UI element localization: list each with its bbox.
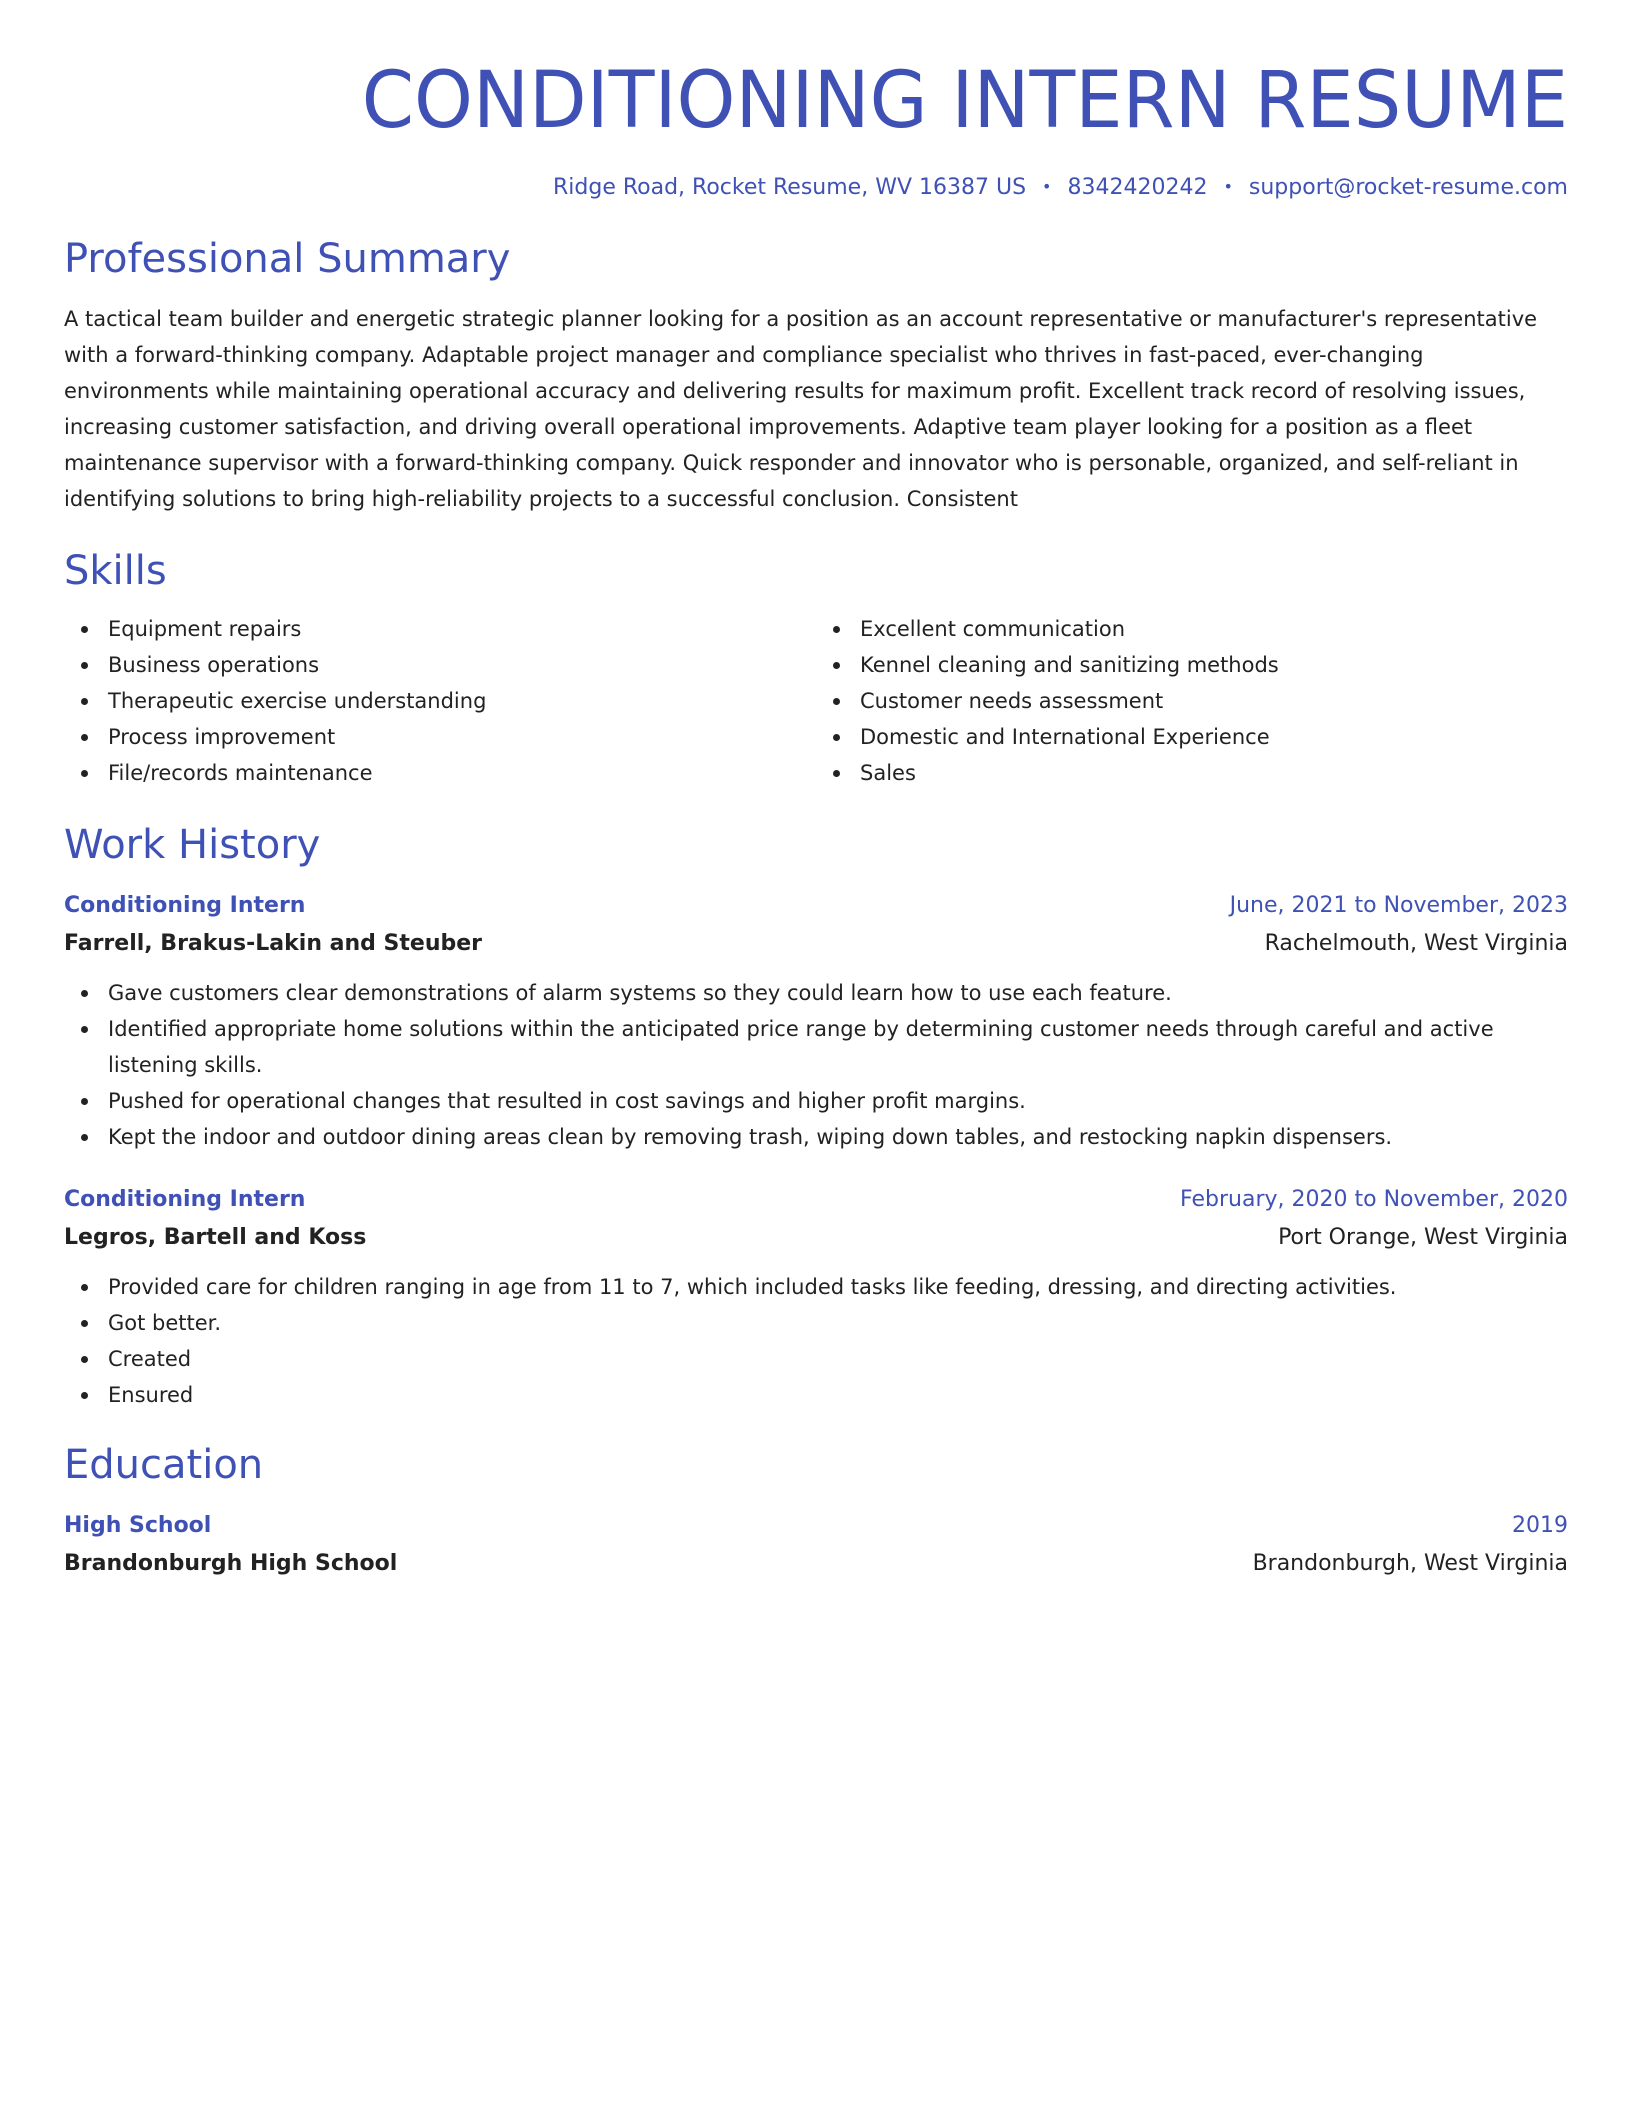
job-entry [64, 1181, 1568, 1413]
job-duty: Kept the indoor and outdoor dining areas clean by removing trash, wiping down tables, and restocking napkin dispensers. [108, 1119, 1568, 1155]
job-title: Conditioning Intern [64, 893, 306, 918]
education-school: Brandonburgh High School [64, 1551, 398, 1576]
skills-column-left [64, 611, 816, 791]
resume-title: CONDITIONING INTERN RESUME [361, 56, 1569, 146]
job-company-row [64, 925, 1568, 963]
contact-phone: 8342420242 [1067, 175, 1208, 200]
skill-item: Equipment repairs [108, 611, 816, 647]
contact-separator: • [1042, 177, 1052, 196]
contact-line [64, 170, 1568, 205]
job-duty: Created [108, 1341, 1568, 1377]
skill-item: Therapeutic exercise understanding [108, 683, 816, 719]
job-title-row [64, 887, 1568, 925]
job-company-row [64, 1219, 1568, 1257]
resume-header [64, 52, 1568, 205]
job-duty: Got better. [108, 1305, 1568, 1341]
skill-item: Excellent communication [860, 611, 1568, 647]
summary-text: A tactical team builder and energetic strategic planner looking for a position as an account representative or manufacturer's representative with a forward-thinking company. Adaptable project manager and compliance specialist who thrives in fast-paced, ever-changing environments while maintaining operational accuracy and delivering results for maximum profit. Excellent track record of resolving issues, increasing customer satisfaction, and driving overall operational improvements. Adaptive team player looking for a position as a fleet maintenance supervisor with a forward-thinking company. Quick responder and innovator who is personable, organized, and self-reliant in identifying solutions to bring high-reliability projects to a successful conclusion. Consistent [64, 307, 1538, 511]
contact-email: support@rocket-resume.com [1248, 175, 1568, 200]
section-heading-skills: Skills [64, 548, 167, 594]
section-heading-summary: Professional Summary [64, 236, 511, 282]
skill-item: File/records maintenance [108, 755, 816, 791]
job-location: Rachelmouth, West Virginia [1264, 931, 1568, 956]
work-history-section [64, 819, 1568, 1413]
skills-grid [64, 611, 1568, 791]
education-degree: High School [64, 1513, 212, 1538]
job-location: Port Orange, West Virginia [1278, 1225, 1568, 1250]
education-entry [64, 1507, 1568, 1583]
skill-item: Process improvement [108, 719, 816, 755]
job-duty: Pushed for operational changes that resulted in cost savings and higher profit margins. [108, 1083, 1568, 1119]
job-duty: Identified appropriate home solutions within the anticipated price range by determining customer needs through careful and active listening skills. [108, 1011, 1568, 1083]
job-duty: Gave customers clear demonstrations of alarm systems so they could learn how to use each feature. [108, 975, 1568, 1011]
job-dates: June, 2021 to November, 2023 [1229, 893, 1568, 918]
section-heading-education: Education [64, 1442, 264, 1488]
education-school-row [64, 1545, 1568, 1583]
job-company: Farrell, Brakus-Lakin and Steuber [64, 931, 483, 956]
job-dates: February, 2020 to November, 2020 [1180, 1187, 1568, 1212]
skill-item: Business operations [108, 647, 816, 683]
job-title: Conditioning Intern [64, 1187, 306, 1212]
job-entry [64, 887, 1568, 1155]
skill-item: Customer needs assessment [860, 683, 1568, 719]
contact-separator: • [1223, 177, 1233, 196]
skills-section [64, 545, 1568, 791]
job-company: Legros, Bartell and Koss [64, 1225, 367, 1250]
education-section [64, 1439, 1568, 1583]
education-degree-row [64, 1507, 1568, 1545]
contact-address: Ridge Road, Rocket Resume, WV 16387 US [553, 175, 1027, 200]
job-duty: Provided care for children ranging in age from 11 to 7, which included tasks like feeding, dressing, and directing activities. [108, 1269, 1568, 1305]
job-duties-list [64, 1269, 1568, 1413]
education-location: Brandonburgh, West Virginia [1252, 1551, 1568, 1576]
job-duty: Ensured [108, 1377, 1568, 1413]
skills-column-right [816, 611, 1568, 791]
education-year: 2019 [1512, 1513, 1568, 1538]
skill-item: Kennel cleaning and sanitizing methods [860, 647, 1568, 683]
skill-item: Domestic and International Experience [860, 719, 1568, 755]
job-duties-list [64, 975, 1568, 1155]
job-title-row [64, 1181, 1568, 1219]
skill-item: Sales [860, 755, 1568, 791]
section-heading-work-history: Work History [64, 822, 321, 868]
summary-section [64, 233, 1568, 517]
